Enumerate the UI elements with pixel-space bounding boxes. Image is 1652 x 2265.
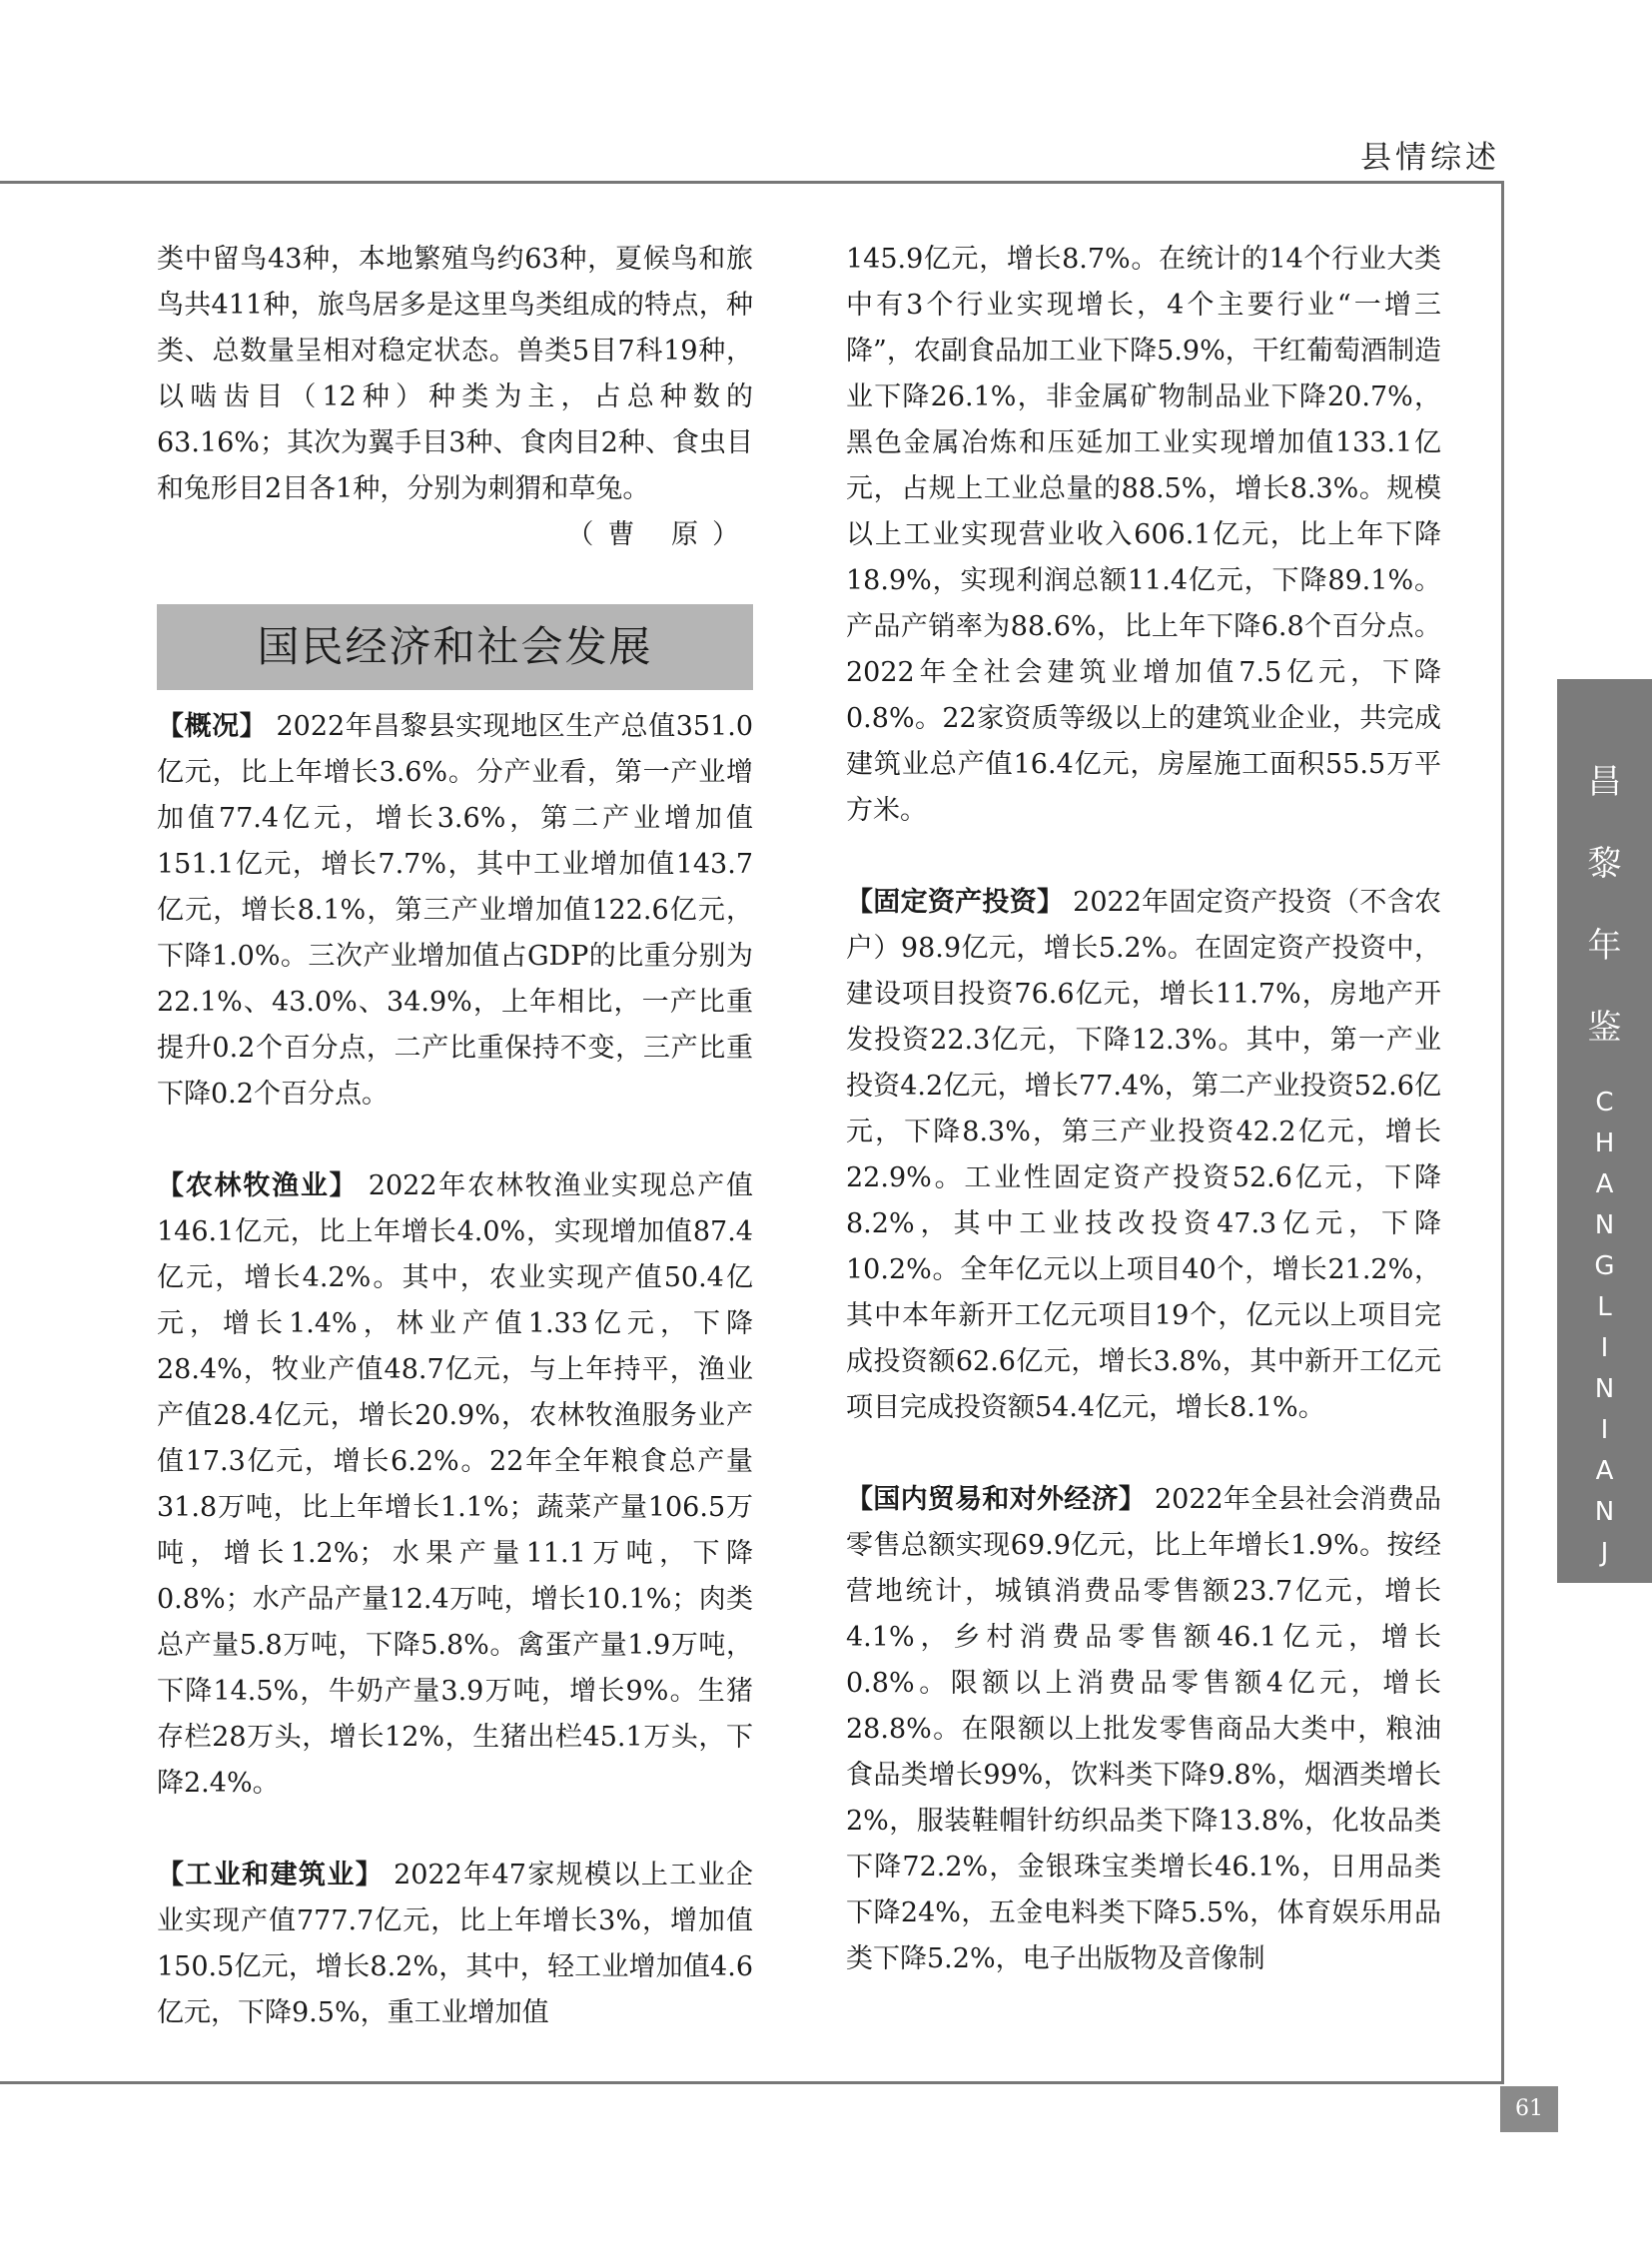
paragraph-gap: [846, 834, 1441, 880]
side-tab-letter: I: [1600, 1333, 1609, 1363]
side-tab-letter: G: [1594, 1251, 1615, 1281]
industry-continuation: 145.9亿元，增长8.7%。在统计的14个行业大类中有3个行业实现增长，4个主要行业“一增三降”，农副食品加工业下降5.9%，干红葡萄酒制造业下降26.1%，非金属矿物制品业下降20.7%，黑色金属冶炼和压延加工业实现增加值133.1亿元，占规上工业总量的88.5%，增长8.3%。规模以上工业实现营业收入606.1亿元，比上年下降18.9%，实现利润总额11.4亿元，下降89.1%。产品产销率为88.6%，比上年下降6.8个百分点。2022年全社会建筑业增加值7.5亿元，下降0.8%。22家资质等级以上的建筑业企业，共完成建筑业总产值16.4亿元，房屋施工面积55.5万平方米。: [846, 244, 1441, 826]
author-credit: （曹 原）: [566, 519, 753, 550]
investment-heading: 【固定资产投资】: [846, 887, 1065, 918]
side-tab-letter: A: [1595, 1169, 1614, 1199]
side-tab-letter: H: [1594, 1129, 1615, 1158]
overview-text: 2022年昌黎县实现地区生产总值351.0亿元，比上年增长3.6%。分产业看，第一产业增加值77.4亿元，增长3.6%，第二产业增加值151.1亿元，增长7.7%，其中工业增加值143.7亿元，增长8.1%，第三产业增加值122.6亿元，下降1.0%。三次产业增加值占GDP的比重分别为22.1%、43.0%、34.9%，上年相比，一产比重提升0.2个百分点，二产比重保持不变，三产比重下降0.2个百分点。: [157, 711, 753, 1110]
right-column: [846, 237, 1441, 1982]
side-tab-letter: N: [1594, 1497, 1615, 1527]
trade-paragraph: [846, 1477, 1441, 1982]
section-title: 国民经济和社会发展: [157, 604, 753, 690]
agriculture-paragraph: [157, 1163, 753, 1807]
agriculture-heading: 【农林牧渔业】: [157, 1170, 359, 1201]
investment-text: 2022年固定资产投资（不含农户）98.9亿元，增长5.2%。在固定资产投资中，建设项目投资76.6亿元，增长11.7%，房地产开发投资22.3亿元，下降12.3%。其中，第一产业投资4.2亿元，增长77.4%，第二产业投资52.6亿元，下降8.3%，第三产业投资42.2亿元，增长22.9%。工业性固定资产投资52.6亿元，下降8.2%，其中工业技改投资47.3亿元，下降10.2%。全年亿元以上项目40个，增长21.2%，其中本年新开工亿元项目19个，亿元以上项目完成投资额62.6亿元，增长3.8%，其中新开工亿元项目完成投资额54.4亿元，增长8.1%。: [846, 887, 1441, 1423]
side-tab-char: 昌: [1587, 762, 1622, 802]
side-tab-letter: N: [1594, 1661, 1615, 1691]
side-tab-letter: L: [1597, 1292, 1612, 1322]
side-tab-letter: I: [1600, 1415, 1609, 1445]
side-tab-letter: C: [1595, 1088, 1614, 1118]
side-tab: [1557, 679, 1652, 1691]
paragraph-gap: [157, 1118, 753, 1163]
side-tab-char: 年: [1587, 926, 1622, 966]
side-tab-letter: N: [1594, 1374, 1615, 1404]
frame-top-rule: [0, 181, 1504, 184]
side-tab-letter: A: [1595, 1620, 1614, 1650]
left-column: [157, 237, 753, 2036]
intro-paragraph: 类中留鸟43种，本地繁殖鸟约63种，夏候鸟和旅鸟共411种，旅鸟居多是这里鸟类组成的特点，种类、总数量呈相对稳定状态。兽类5目7科19种，以啮齿目（12种）种类为主，占总种数的63.16%；其次为翼手目3种、食肉目2种、食虫目和兔形目2目各1种，分别为刺猬和草兔。: [157, 244, 753, 504]
side-tab-char: 鉴: [1587, 1008, 1622, 1048]
overview-heading: 【概况】: [157, 711, 268, 742]
overview-paragraph: [157, 704, 753, 1118]
agriculture-text: 2022年农林牧渔业实现总产值146.1亿元，比上年增长4.0%，实现增加值87.4亿元，增长4.2%。其中，农业实现产值50.4亿元，增长1.4%，林业产值1.33亿元，下降28.4%，牧业产值48.7亿元，与上年持平，渔业产值28.4亿元，增长20.9%，农林牧渔服务业产值17.3亿元，增长6.2%。22年全年粮食总产量31.8万吨，比上年增长1.1%；蔬菜产量106.5万吨，增长1.2%；水果产量11.1万吨，下降0.8%；水产品产量12.4万吨，增长10.1%；肉类总产量5.8万吨，下降5.8%。禽蛋产量1.9万吨，下降14.5%，牛奶产量3.9万吨，增长9%。生猪存栏28万头，增长12%，生猪出栏45.1万头，下降2.4%。: [157, 1170, 754, 1799]
page-number: 61: [1500, 2086, 1558, 2132]
trade-text: 2022年全县社会消费品零售总额实现69.9亿元，比上年增长1.9%。按经营地统计，城镇消费品零售额23.7亿元，增长4.1%，乡村消费品零售额46.1亿元，增长0.8%。限额以上消费品零售额4亿元，增长28.8%。在限额以上批发零售商品大类中，粮油食品类增长99%，饮料类下降9.8%，烟酒类增长2%，服装鞋帽针纺织品类下降13.8%，化妆品类下降72.2%，金银珠宝类增长46.1%，日用品类下降24%，五金电料类下降5.5%，体育娱乐用品类下降5.2%，电子出版物及音像制: [846, 1484, 1442, 1974]
frame-right-rule: [1501, 181, 1504, 2084]
running-header: 县情综述: [1360, 140, 1500, 176]
frame-bottom-rule: [0, 2081, 1504, 2084]
industry-heading: 【工业和建筑业】: [157, 1860, 385, 1890]
side-tab-letter: A: [1595, 1456, 1614, 1486]
side-tab-letter: J: [1600, 1538, 1609, 1568]
paragraph-gap: [846, 1431, 1441, 1477]
side-tab-letter: N: [1594, 1210, 1615, 1240]
industry-text: 2022年47家规模以上工业企业实现产值777.7亿元，比上年增长3%，增加值150.5亿元，增长8.2%，其中，轻工业增加值4.6亿元，下降9.5%，重工业增加值: [157, 1860, 753, 2028]
paragraph-gap: [157, 1807, 753, 1853]
industry-paragraph: [157, 1853, 753, 2036]
side-tab-letter: I: [1600, 1579, 1609, 1609]
trade-heading: 【国内贸易和对外经济】: [846, 1484, 1147, 1515]
side-tab-char: 黎: [1587, 844, 1622, 884]
investment-paragraph: [846, 880, 1441, 1431]
